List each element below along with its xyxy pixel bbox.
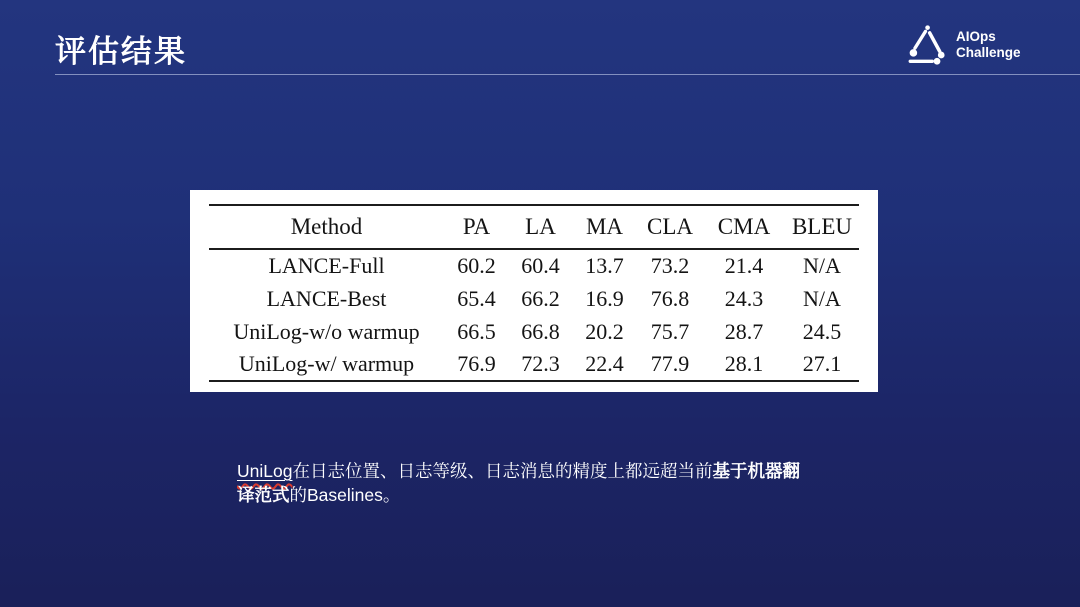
method-cell: LANCE-Full xyxy=(268,253,385,278)
note-line xyxy=(237,460,877,484)
method-cell: UniLog-w/o warmup xyxy=(233,318,420,344)
value-cell: 60.4 xyxy=(521,253,560,278)
value-cell: 75.7 xyxy=(650,318,690,344)
value-cell: 28.7 xyxy=(724,318,764,344)
value-cell: 13.7 xyxy=(585,253,624,278)
value-cell: 65.4 xyxy=(457,285,496,311)
method-cell: UniLog-w/ warmup xyxy=(238,351,415,376)
table-row xyxy=(209,249,859,282)
value-cell: 66.8 xyxy=(521,318,560,344)
column-header-ma: MA xyxy=(585,214,624,239)
value-cell: 77.9 xyxy=(650,351,690,376)
page-title: 评估结果 xyxy=(55,34,187,69)
table-header-row xyxy=(209,205,859,249)
column-header-bleu: BLEU xyxy=(791,214,853,239)
value-cell: 24.5 xyxy=(802,318,842,344)
note-text-run: 基于机器翻 xyxy=(712,461,800,481)
value-cell: N/A xyxy=(803,285,841,311)
note-line xyxy=(237,484,877,508)
note-text-run: 译范式 xyxy=(237,484,290,505)
value-cell: 76.8 xyxy=(650,285,690,311)
title-underline xyxy=(55,74,1080,75)
value-cell: 76.9 xyxy=(457,351,496,376)
note-text-run: 的Baselines。 xyxy=(289,484,401,505)
table-body xyxy=(209,249,859,381)
column-header-cma: CMA xyxy=(717,214,771,239)
value-cell: 22.4 xyxy=(585,351,624,376)
method-cell: LANCE-Best xyxy=(266,285,387,311)
column-header-method: Method xyxy=(290,214,363,239)
value-cell: 66.5 xyxy=(457,318,496,344)
conclusion-note xyxy=(237,460,877,507)
value-cell: 20.2 xyxy=(585,318,624,344)
value-cell: 60.2 xyxy=(457,253,496,278)
table-row xyxy=(209,282,859,315)
column-header-cla: CLA xyxy=(647,214,693,239)
unilog-term-text: UniLog xyxy=(237,461,293,481)
aiops-logo-icon xyxy=(905,22,947,68)
value-cell: 72.3 xyxy=(521,351,560,376)
logo-line2: Challenge xyxy=(956,45,1021,60)
table-row xyxy=(209,348,859,381)
logo-line1: AIOps xyxy=(956,29,996,44)
value-cell: 27.1 xyxy=(802,351,842,376)
results-table xyxy=(209,204,859,382)
results-table-card xyxy=(190,190,878,392)
value-cell: 28.1 xyxy=(724,351,764,376)
value-cell: 24.3 xyxy=(724,285,764,311)
value-cell: 73.2 xyxy=(650,253,690,278)
table-row xyxy=(209,315,859,348)
value-cell: 66.2 xyxy=(521,285,560,311)
value-cell: 21.4 xyxy=(724,253,764,278)
logo-text xyxy=(956,29,1021,61)
unilog-term xyxy=(237,461,292,481)
column-header-la: LA xyxy=(525,214,556,239)
note-text-run: 在日志位置、日志等级、日志消息的精度上都远超当前 xyxy=(292,461,713,481)
column-header-pa: PA xyxy=(462,214,491,239)
value-cell: 16.9 xyxy=(585,285,624,311)
aiops-challenge-logo xyxy=(905,22,1021,68)
value-cell: N/A xyxy=(803,253,841,278)
